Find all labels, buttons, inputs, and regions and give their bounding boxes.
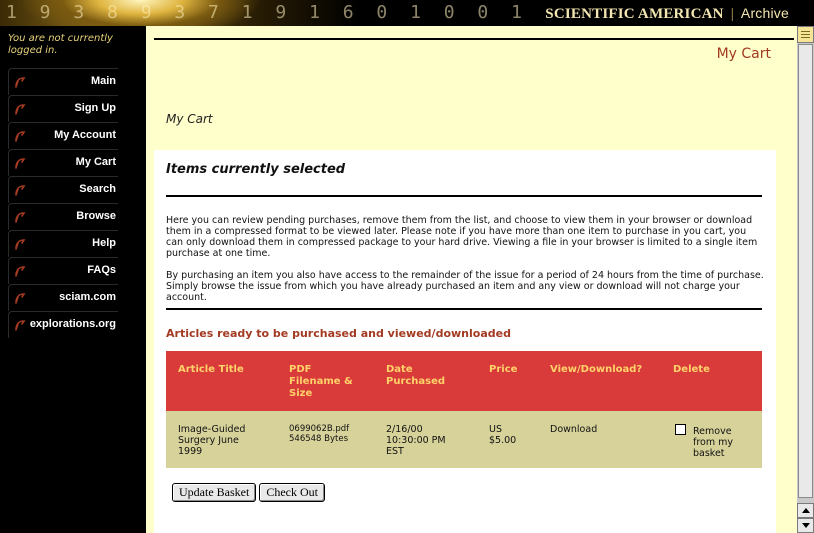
cart-table (166, 351, 762, 468)
red-swirl-icon (13, 210, 27, 224)
red-swirl-icon (13, 318, 27, 332)
red-swirl-icon (13, 264, 27, 278)
red-swirl-icon (13, 237, 27, 251)
pdf-filename: 0699062B.pdf (289, 424, 350, 434)
brand-divider: | (730, 6, 734, 22)
scrollbar-top-handle[interactable] (797, 26, 814, 43)
sidebar-item-sign-up[interactable] (8, 95, 118, 122)
sidebar-item-search[interactable] (8, 176, 118, 203)
section-rule (166, 195, 762, 197)
col-delete: Delete (673, 364, 710, 375)
section-title: Items currently selected (166, 162, 346, 177)
update-basket-button[interactable]: Update Basket (172, 483, 256, 502)
page-title: My Cart (166, 112, 213, 126)
sidebar-item-label: FAQs (87, 264, 116, 276)
sidebar-item-my-cart[interactable] (8, 149, 118, 176)
sidebar-item-label: Sign Up (74, 102, 116, 114)
sidebar-item-faqs[interactable] (8, 257, 118, 284)
scrollbar-thumb[interactable] (798, 44, 813, 498)
arrow-down-icon (802, 523, 810, 528)
download-link[interactable]: Download (550, 424, 598, 435)
sidebar-item-label: explorations.org (29, 318, 116, 330)
col-article-title: Article Title (178, 364, 244, 375)
article-title[interactable]: Image-Guided Surgery June 1999 (178, 424, 246, 457)
col-pdf: PDF Filename & Size (289, 364, 353, 399)
col-date: Date Purchased (386, 364, 446, 387)
sidebar-nav (8, 68, 118, 338)
sidebar-item-sciam[interactable] (8, 284, 118, 311)
sidebar-item-label: Help (92, 237, 116, 249)
sidebar-item-explorations[interactable] (8, 311, 118, 338)
brand-logo[interactable] (545, 5, 789, 23)
sidebar-item-label: My Cart (75, 156, 116, 168)
sidebar-item-label: sciam.com (59, 291, 116, 303)
sidebar-item-browse[interactable] (8, 203, 118, 230)
scroll-up-button[interactable] (797, 503, 814, 518)
brand-section: Archive (740, 5, 789, 21)
vertical-scrollbar[interactable] (797, 26, 814, 533)
sidebar-item-label: Search (79, 183, 116, 195)
cart-panel (154, 150, 776, 533)
header-title: My Cart (716, 46, 771, 62)
purchase-date: 2/16/00 10:30:00 PM EST (386, 424, 446, 457)
red-swirl-icon (13, 102, 27, 116)
scroll-down-button[interactable] (797, 518, 814, 533)
brand-name: SCIENTIFIC AMERICAN (545, 6, 724, 22)
intro-text: Here you can review pending purchases, remove them from the list, and choose to view them in your browser or download them in a compressed format to be viewed later. Please note if you have more than one item to purchase in you cart, you can only download them in compressed package to your hard drive. Viewing a file in your browser is limited to a single item purchase at one time. (166, 215, 758, 259)
banner-digits: 1 9 3 8 9 3 7 1 9 1 6 0 1 0 0 1 (6, 2, 528, 23)
action-buttons (172, 481, 328, 502)
red-swirl-icon (13, 75, 27, 89)
red-swirl-icon (13, 291, 27, 305)
main-content (146, 26, 797, 533)
pdf-size: 546548 Bytes (289, 434, 349, 444)
sidebar-item-label: Main (90, 75, 116, 87)
check-out-button[interactable]: Check Out (259, 483, 325, 502)
sidebar-item-my-account[interactable] (8, 122, 118, 149)
sidebar-item-label: Browse (76, 210, 116, 222)
arrow-up-icon (802, 508, 810, 513)
header-rule (154, 38, 794, 40)
remove-checkbox[interactable] (675, 424, 686, 435)
articles-title: Articles ready to be purchased and viewed/downloaded (166, 327, 511, 340)
sidebar-item-label: My Account (54, 129, 116, 141)
section-rule (166, 308, 762, 310)
banner-art (0, 0, 528, 26)
col-price: Price (489, 364, 518, 375)
table-header (166, 351, 762, 411)
login-status: You are not currently logged in. (8, 33, 113, 56)
red-swirl-icon (13, 156, 27, 170)
price: US $5.00 (489, 424, 517, 446)
sidebar-item-main[interactable] (8, 68, 118, 95)
col-view-download: View/Download? (550, 364, 643, 375)
sidebar (0, 26, 146, 533)
table-row (166, 411, 762, 468)
red-swirl-icon (13, 129, 27, 143)
red-swirl-icon (13, 183, 27, 197)
top-banner (0, 0, 797, 26)
sidebar-item-help[interactable] (8, 230, 118, 257)
remove-label: Remove from my basket (693, 426, 734, 459)
access-text: By purchasing an item you also have access to the remainder of the issue for a period of 24 hours from the time of purchase. Simply browse the issue from which you have already purchased an item and any view or download will not charge your account. (166, 270, 764, 303)
